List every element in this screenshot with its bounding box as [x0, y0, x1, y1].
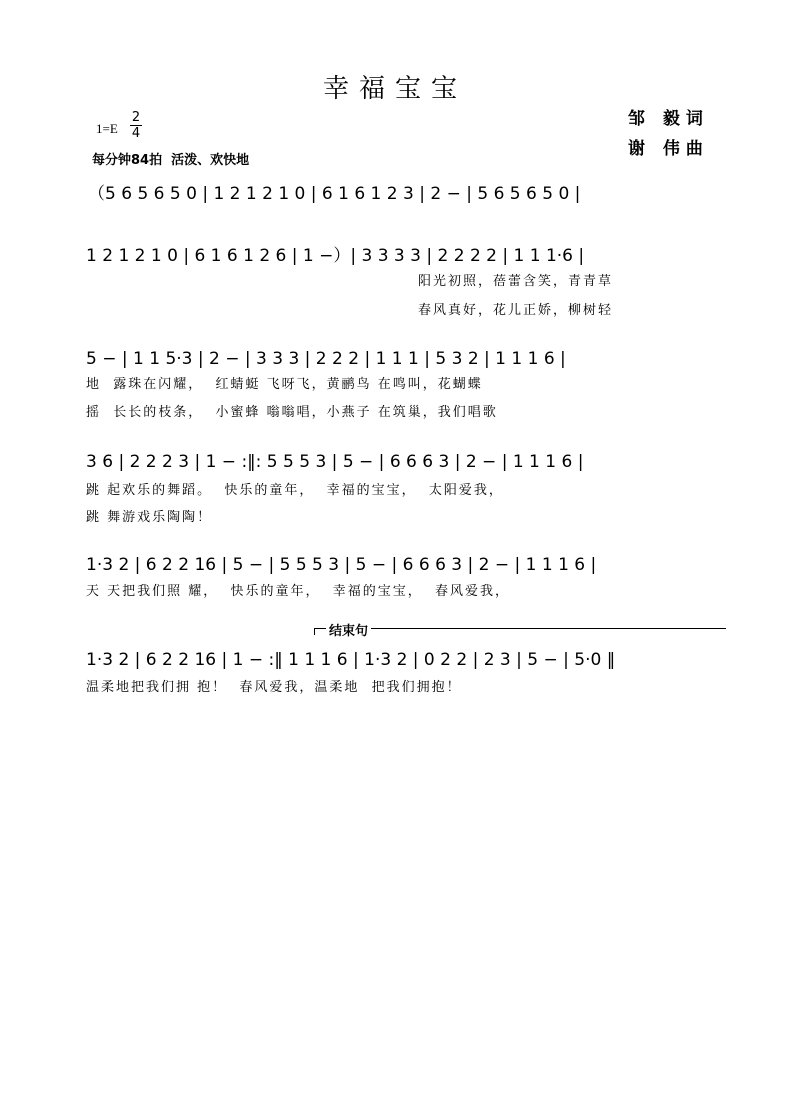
- time-signature-bottom: 4: [131, 126, 141, 141]
- notation-line-6: 1·3 2 | 6 2 2 16 | 1 − :‖ 1 1 1 6 | 1·3 2 | 0 2 2 | 2 3 | 5 − | 5·0 ‖: [86, 650, 616, 670]
- lyric-line-6-verse-1: 温柔地把我们拥 抱！ 春风爱我，温柔地 把我们拥抱！: [86, 680, 462, 695]
- lyric-line-4-verse-1: 跳 起欢乐的舞蹈。 快乐的童年， 幸福的宝宝， 太阳爱我，: [86, 483, 504, 498]
- lyric-line-4-verse-2: 跳 舞游戏乐陶陶！: [86, 510, 213, 525]
- song-title: 幸福宝宝: [322, 74, 467, 104]
- notation-line-1: （5 6 5 6 5 0 | 1 2 1 2 1 0 | 6 1 6 1 2 3 | 2 − | 5 6 5 6 5 0 |: [88, 184, 581, 204]
- lyric-line-2-verse-2: 春风真好，花儿正娇，柳树轻: [418, 303, 614, 318]
- lyric-line-3-verse-1: 地 露珠在闪耀， 红蜻蜓 飞呀飞，黄鹂鸟 在鸣叫，花蝴蝶: [86, 377, 483, 392]
- lyric-line-3-verse-2: 摇 长长的枝条， 小蜜蜂 嗡嗡唱，小燕子 在筑巢，我们唱歌: [86, 405, 498, 420]
- lyricist-credit: 邹 毅词: [628, 109, 709, 129]
- key-signature: 1=E: [96, 121, 118, 136]
- notation-line-4: 3 6 | 2 2 2 3 | 1 − :‖: 5 5 5 3 | 5 − | 6 6 6 3 | 2 − | 1 1 1 6 |: [86, 452, 584, 472]
- composer-credit: 谢 伟曲: [628, 139, 709, 159]
- tempo-marking: 每分钟84拍 活泼、欢快地: [92, 153, 250, 168]
- notation-line-3: 5 − | 1 1 5·3 | 2 − | 3 3 3 | 2 2 2 | 1 1 1 | 5 3 2 | 1 1 1 6 |: [86, 349, 566, 369]
- coda-bracket-tick: [314, 628, 315, 635]
- lyric-line-5-verse-1: 天 天把我们照 耀， 快乐的童年， 幸福的宝宝， 春风爱我，: [86, 584, 511, 599]
- coda-label: 结束句: [326, 620, 371, 639]
- lyric-line-2-verse-1: 阳光初照，蓓蕾含笑，青青草: [418, 274, 614, 289]
- coda-bracket-line: [314, 628, 726, 629]
- notation-line-5: 1·3 2 | 6 2 2 16 | 5 − | 5 5 5 3 | 5 − | 6 6 6 3 | 2 − | 1 1 1 6 |: [86, 555, 597, 575]
- time-signature-top: 2: [131, 110, 141, 125]
- notation-line-2: 1 2 1 2 1 0 | 6 1 6 1 2 6 | 1 −）| 3 3 3 3 | 2 2 2 2 | 1 1 1·6 |: [86, 246, 585, 266]
